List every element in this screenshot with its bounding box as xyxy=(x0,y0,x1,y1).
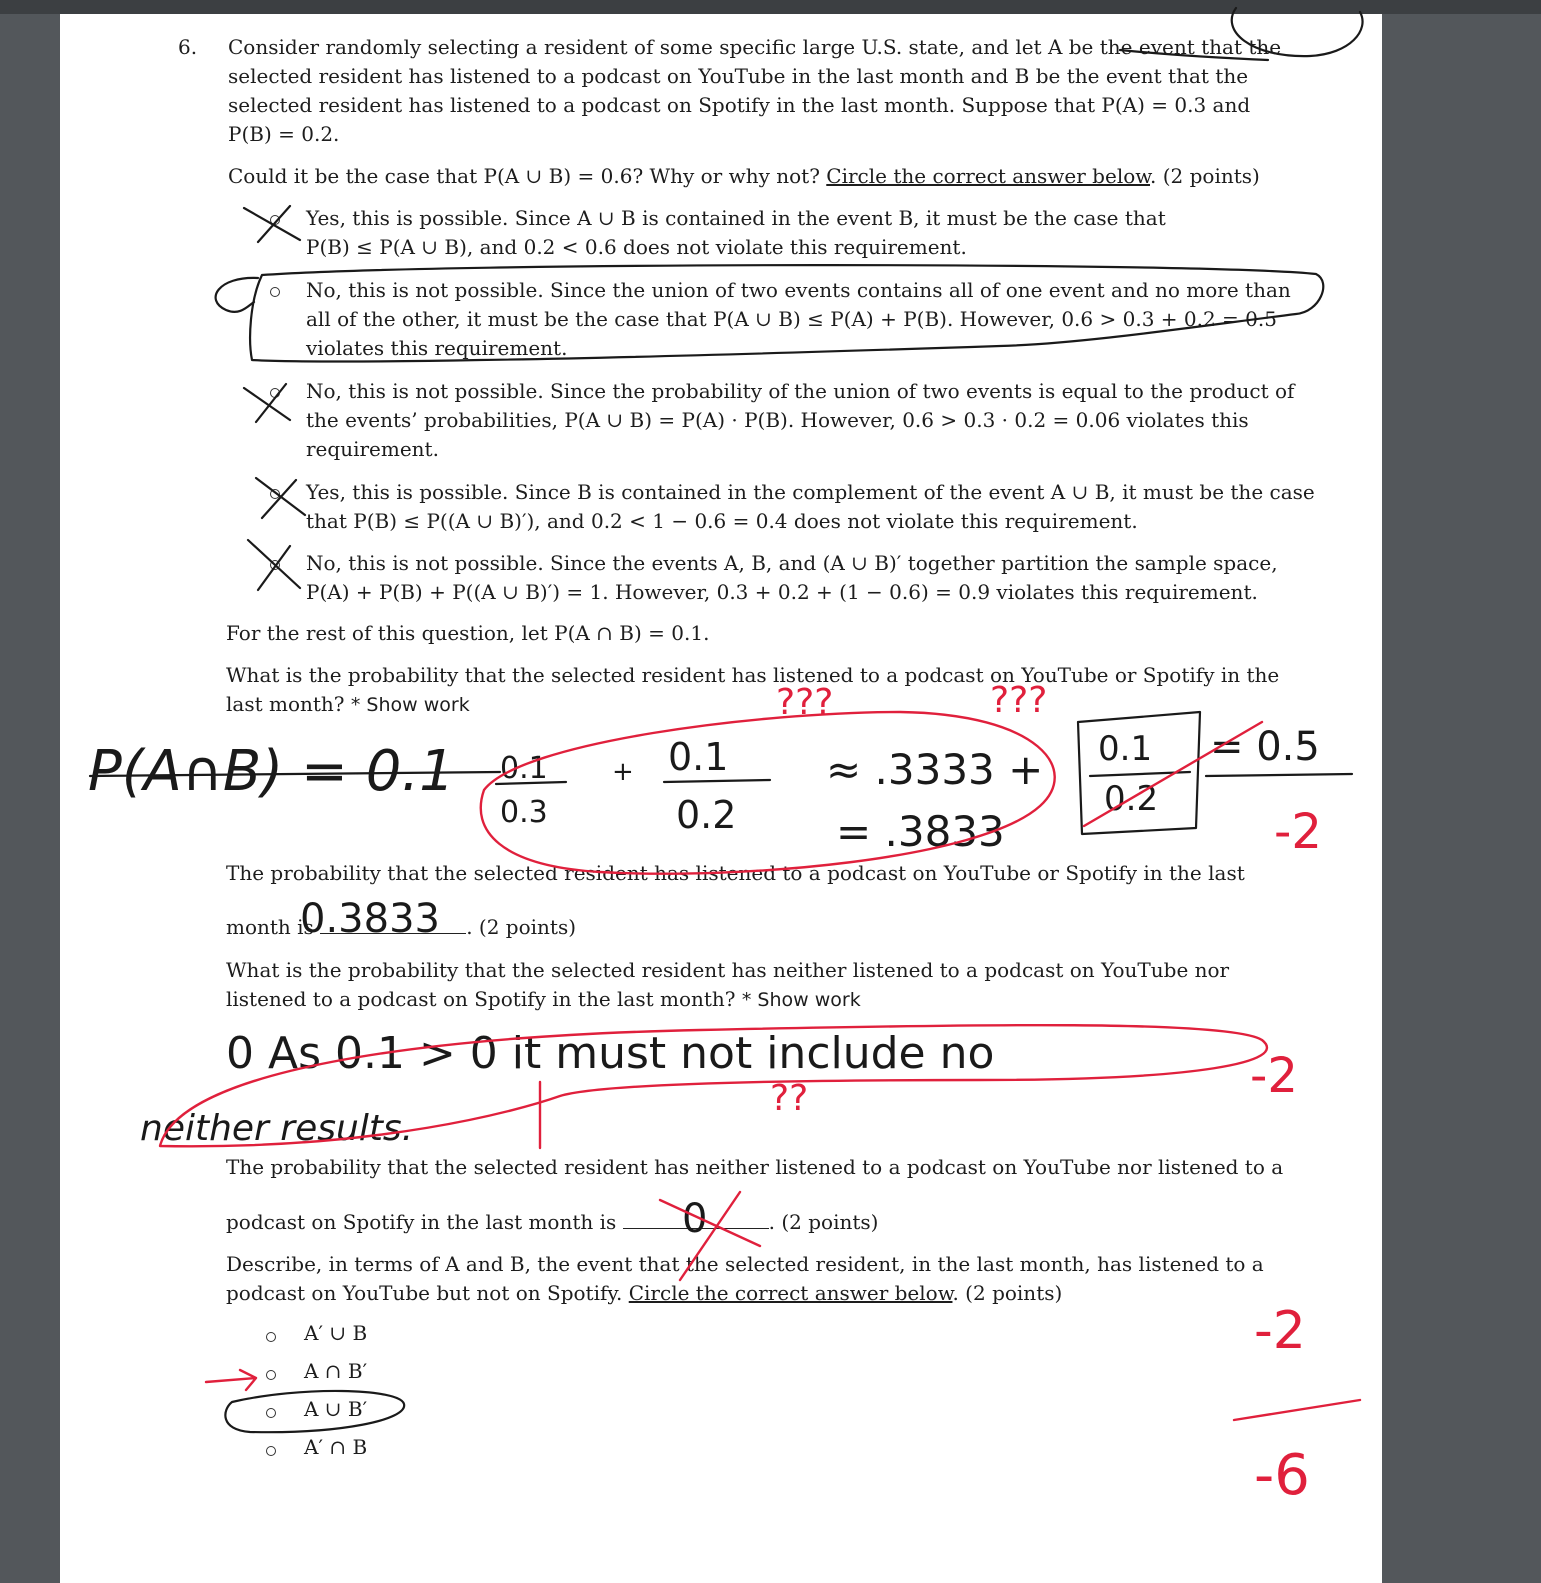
handwritten-text: P(A∩B) = 0.1 xyxy=(88,739,455,804)
handwritten-text: 0.1 xyxy=(500,751,548,786)
intro-line-1: Consider randomly selecting a resident of some specific large U.S. state, and let A be the event that the xyxy=(228,35,1282,59)
handwritten-text: ??? xyxy=(990,680,1048,721)
handwritten-text: -2 xyxy=(1254,1301,1306,1361)
part4-option-4: A′ ∩ B xyxy=(304,1435,368,1459)
given-statement: For the rest of this question, let P(A ∩ B) = 0.1. xyxy=(226,621,710,645)
option-bullet[interactable] xyxy=(266,1446,276,1456)
part4-prompt-line-1: Describe, in terms of A and B, the event that the selected resident, in the last month, has listened to a xyxy=(226,1252,1264,1276)
question-number: 6. xyxy=(178,35,198,59)
part4-option-1: A′ ∪ B xyxy=(304,1321,368,1345)
handwritten-text: ≈ .3333 + xyxy=(826,745,1044,794)
part1-option-2-line-3: violates this requirement. xyxy=(306,336,568,360)
part1-prompt: Could it be the case that P(A ∪ B) = 0.6? Why or why not? Circle the correct answer below. (2 points) xyxy=(228,164,1260,188)
handwritten-text: 0 As 0.1 > 0 it must not include no xyxy=(226,1028,995,1079)
part1-option-5-line-1: No, this is not possible. Since the events A, B, and (A ∪ B)′ together partition the sample space, xyxy=(306,551,1278,575)
part1-option-2-line-1: No, this is not possible. Since the union of two events contains all of one event and no more than xyxy=(306,278,1291,302)
part3-prompt-line-1: What is the probability that the selected resident has neither listened to a podcast on YouTube nor xyxy=(226,958,1230,982)
handwritten-text: -2 xyxy=(1274,804,1322,860)
handwritten-text: ??? xyxy=(776,682,834,723)
handwritten-text: -2 xyxy=(1250,1048,1298,1104)
part1-option-1-line-2: P(B) ≤ P(A ∪ B), and 0.2 < 0.6 does not violate this requirement. xyxy=(306,235,967,259)
option-bullet[interactable] xyxy=(270,560,280,570)
handwritten-text: = 0.5 xyxy=(1210,724,1320,770)
handwritten-text: 0.1 xyxy=(1098,729,1153,769)
handwritten-text: = .3833 xyxy=(836,807,1005,856)
answer-blank-1[interactable] xyxy=(320,915,466,934)
handwritten-text: 0.2 xyxy=(1104,779,1159,819)
part2-answer-line-2: month is . (2 points) xyxy=(226,915,577,939)
handwritten-text: 0.1 xyxy=(668,735,729,779)
handwritten-text: neither results. xyxy=(140,1108,414,1149)
part3-prompt-line-2: listened to a podcast on Spotify in the last month? * Show work xyxy=(226,987,861,1011)
part2-prompt-line-2: last month? * Show work xyxy=(226,692,470,716)
option-bullet[interactable] xyxy=(270,489,280,499)
answer-blank-2[interactable] xyxy=(623,1210,769,1229)
part2-prompt-line-1: What is the probability that the selected resident has listened to a podcast on YouTube or Spotify in the xyxy=(226,663,1280,687)
part3-answer-line-2: podcast on Spotify in the last month is . (2 points) xyxy=(226,1210,879,1234)
option-bullet[interactable] xyxy=(266,1332,276,1342)
handwritten-text: ?? xyxy=(770,1078,809,1119)
part2-answer-line-1: The probability that the selected resident has listened to a podcast on YouTube or Spotify in the last xyxy=(226,861,1245,885)
part1-option-4-line-2: that P(B) ≤ P((A ∪ B)′), and 0.2 < 1 − 0.6 = 0.4 does not violate this requirement. xyxy=(306,509,1138,533)
part1-option-4-line-1: Yes, this is possible. Since B is contained in the complement of the event A ∪ B, it must be the case xyxy=(306,480,1315,504)
part1-option-3-line-3: requirement. xyxy=(306,437,439,461)
part4-prompt-line-2: podcast on YouTube but not on Spotify. Circle the correct answer below. (2 points) xyxy=(226,1281,1063,1305)
part1-option-3-line-1: No, this is not possible. Since the probability of the union of two events is equal to the product of xyxy=(306,379,1295,403)
part1-option-2-line-2: all of the other, it must be the case that P(A ∪ B) ≤ P(A) + P(B). However, 0.6 > 0.3 + 0.2 = 0.5 xyxy=(306,307,1277,331)
option-bullet[interactable] xyxy=(266,1370,276,1380)
option-bullet[interactable] xyxy=(270,287,280,297)
handwritten-text: 0.3 xyxy=(500,795,548,830)
intro-line-2: selected resident has listened to a podcast on YouTube in the last month and B be the event that the xyxy=(228,64,1249,88)
handwritten-text: 0 xyxy=(682,1196,708,1242)
handwritten-text: 0.2 xyxy=(676,793,737,837)
handwritten-text: + xyxy=(612,757,634,787)
part4-option-2: A ∩ B′ xyxy=(304,1359,368,1383)
intro-line-3: selected resident has listened to a podcast on Spotify in the last month. Suppose that P(A) = 0.3 and xyxy=(228,93,1251,117)
part4-option-3: A ∪ B′ xyxy=(304,1397,368,1421)
option-bullet[interactable] xyxy=(270,388,280,398)
part1-option-1-line-1: Yes, this is possible. Since A ∪ B is contained in the event B, it must be the case that xyxy=(306,206,1166,230)
handwritten-text: -6 xyxy=(1254,1443,1310,1508)
part1-option-5-line-2: P(A) + P(B) + P((A ∪ B)′) = 1. However, 0.3 + 0.2 + (1 − 0.6) = 0.9 violates this requirement. xyxy=(306,580,1258,604)
intro-line-4: P(B) = 0.2. xyxy=(228,122,340,146)
viewer-top-bar xyxy=(0,0,1541,14)
option-bullet[interactable] xyxy=(266,1408,276,1418)
part1-option-3-line-2: the events’ probabilities, P(A ∪ B) = P(A) · P(B). However, 0.6 > 0.3 · 0.2 = 0.06 violates this xyxy=(306,408,1249,432)
part3-answer-line-1: The probability that the selected resident has neither listened to a podcast on YouTube nor listened to a xyxy=(226,1155,1284,1179)
option-bullet[interactable] xyxy=(270,215,280,225)
handwritten-text: 0.3833 xyxy=(300,896,440,942)
